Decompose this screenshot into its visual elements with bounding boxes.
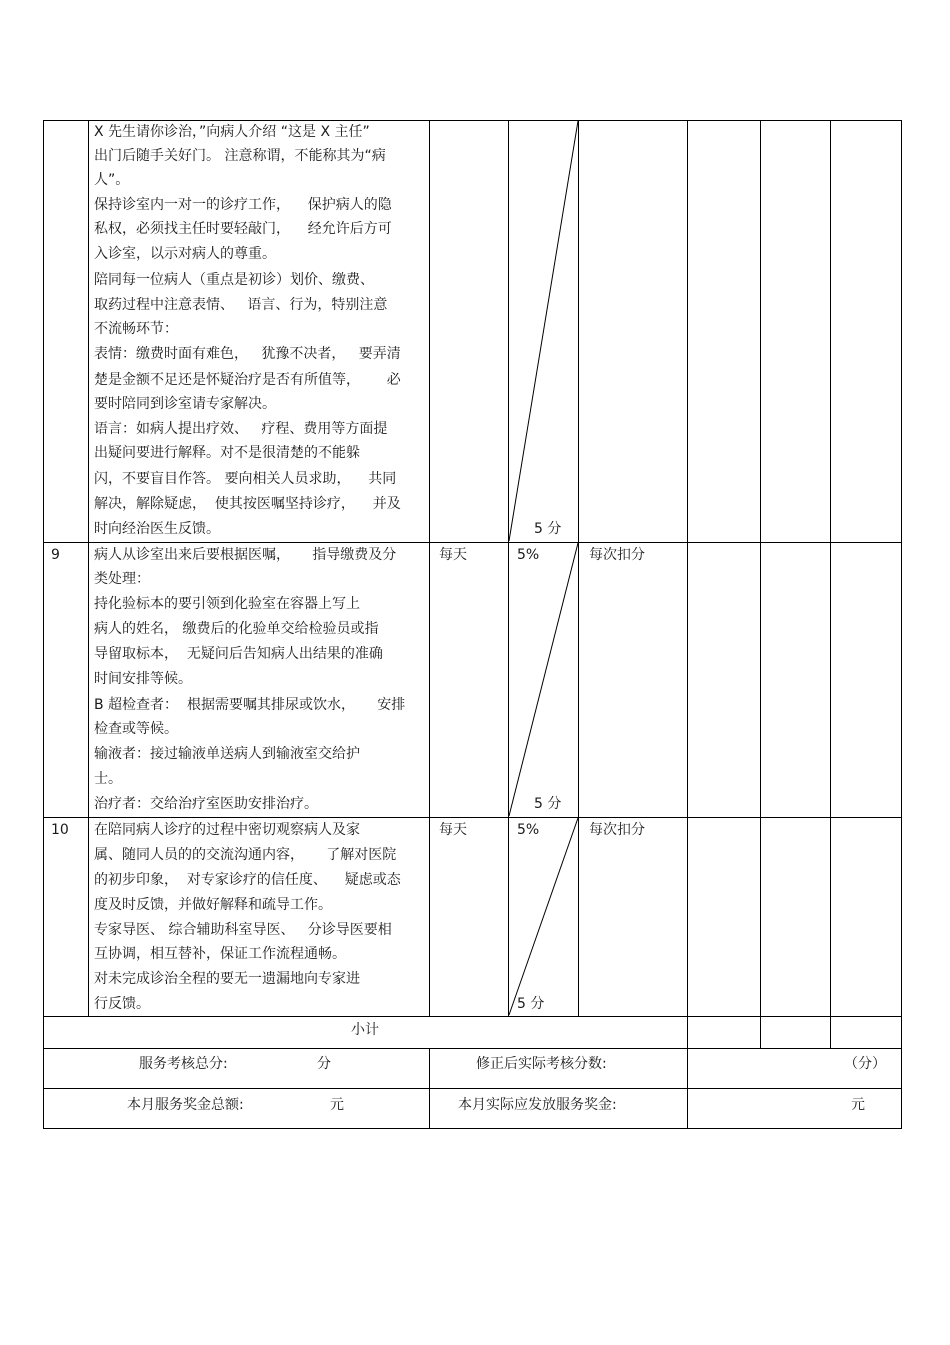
- row-number: 10: [51, 822, 69, 838]
- diagonal-line: [509, 818, 578, 1015]
- content-line: 入诊室，以示对病人的尊重。: [94, 246, 276, 262]
- diagonal-line: [509, 543, 578, 816]
- content-line: 治疗者：交给治疗室医助安排治疗。: [94, 796, 318, 812]
- content-line: 对未完成诊治全程的要无一遗漏地向专家进: [94, 971, 360, 987]
- actual-bonus-label: 本月实际应发放服务奖金:: [458, 1097, 617, 1113]
- content-line: 属、随同人员的的交流沟通内容， 了解对医院: [94, 847, 397, 863]
- content-line: 出疑问要进行解释。对不是很清楚的不能躲: [94, 445, 360, 461]
- content-line: 时间安排等候。: [94, 671, 192, 687]
- content-line: 互协调，相互替补，保证工作流程通畅。: [94, 946, 346, 962]
- frequency: 每天: [439, 547, 467, 563]
- adjusted-score-unit: （分）: [844, 1056, 886, 1072]
- actual-bonus-unit: 元: [851, 1097, 865, 1113]
- adjusted-score-label: 修正后实际考核分数:: [476, 1056, 607, 1072]
- deduction-rule: 每次扣分: [589, 822, 645, 838]
- content-line: 类处理：: [94, 571, 150, 587]
- weight: 5%: [517, 822, 540, 838]
- content-line: 取药过程中注意表情、 语言、行为，特别注意: [94, 297, 388, 313]
- content-line: X 先生请你诊治，”向病人介绍 “这是 X 主任”: [94, 124, 370, 140]
- content-line: 保持诊室内一对一的诊疗工作， 保护病人的隐: [94, 197, 392, 213]
- frequency: 每天: [439, 822, 467, 838]
- total-score-unit: 分: [317, 1056, 331, 1072]
- bonus-total-label: 本月服务奖金总额:: [127, 1097, 244, 1113]
- content-line: 度及时反馈，并做好解释和疏导工作。: [94, 897, 332, 913]
- total-score-label: 服务考核总分:: [139, 1056, 228, 1072]
- content-line: 士。: [94, 771, 122, 787]
- diagonal-line: [509, 121, 578, 541]
- score-value: 5 分: [517, 996, 545, 1012]
- subtotal-label: 小计: [351, 1022, 379, 1038]
- row-number: 9: [51, 547, 60, 563]
- content-line: 持化验标本的要引领到化验室在容器上写上: [94, 596, 360, 612]
- bonus-total-unit: 元: [330, 1097, 344, 1113]
- content-line: 出门后随手关好门。 注意称谓，不能称其为“病: [94, 148, 386, 164]
- content-line: 要时陪同到诊室请专家解决。: [94, 396, 276, 412]
- content-line: 的初步印象， 对专家诊疗的信任度、 疑虑或态: [94, 872, 401, 888]
- content-line: 闪，不要盲目作答。 要向相关人员求助， 共同: [94, 471, 397, 487]
- score-value: 5 分: [534, 796, 562, 812]
- content-line: 私权，必须找主任时要轻敲门， 经允许后方可: [94, 221, 392, 237]
- content-line: B 超检查者： 根据需要嘱其排尿或饮水， 安排: [94, 697, 406, 713]
- content-line: 人”。: [94, 172, 130, 188]
- content-line: 导留取标本， 无疑问后告知病人出结果的准确: [94, 646, 383, 662]
- content-line: 解决，解除疑虑， 使其按医嘱坚持诊疗， 并及: [94, 496, 401, 512]
- content-line: 输液者：接过输液单送病人到输液室交给护: [94, 746, 360, 762]
- weight: 5%: [517, 547, 540, 563]
- deduction-rule: 每次扣分: [589, 547, 645, 563]
- content-line: 在陪同病人诊疗的过程中密切观察病人及家: [94, 822, 360, 838]
- content-line: 检查或等候。: [94, 721, 178, 737]
- content-line: 语言：如病人提出疗效、 疗程、费用等方面提: [94, 421, 388, 437]
- score-value: 5 分: [534, 521, 562, 537]
- content-line: 陪同每一位病人（重点是初诊）划价、缴费、: [94, 272, 374, 288]
- content-line: 行反馈。: [94, 996, 150, 1012]
- content-line: 病人的姓名， 缴费后的化验单交给检验员或指: [94, 621, 379, 637]
- content-line: 表情：缴费时面有难色， 犹豫不决者， 要弄清: [94, 346, 401, 362]
- content-line: 时向经治医生反馈。: [94, 521, 220, 537]
- content-line: 专家导医、 综合辅助科室导医、 分诊导医要相: [94, 922, 392, 938]
- content-line: 楚是金额不足还是怀疑治疗是否有所值等， 必: [94, 372, 401, 388]
- content-line: 不流畅环节：: [94, 321, 178, 337]
- content-line: 病人从诊室出来后要根据医嘱， 指导缴费及分: [94, 547, 397, 563]
